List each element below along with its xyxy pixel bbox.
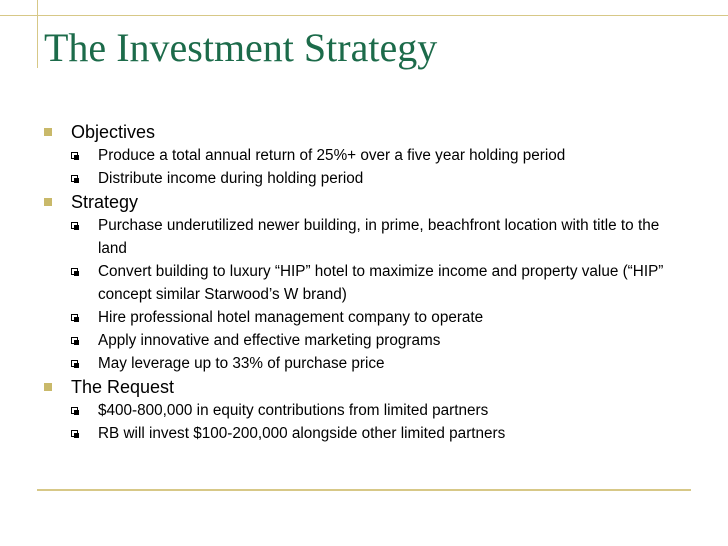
box-bullet-icon [71, 268, 78, 275]
box-bullet-icon [71, 222, 78, 229]
square-bullet-icon [44, 198, 52, 206]
box-bullet-icon [71, 407, 78, 414]
bullet-item [40, 144, 690, 167]
bullet-item [40, 399, 690, 422]
bullet-text: $400-800,000 in equity contributions from limited partners [98, 402, 489, 419]
bullet-item [40, 260, 690, 306]
bullet-text: RB will invest $100-200,000 alongside other limited partners [98, 425, 506, 442]
section-heading-text: Objectives [71, 122, 156, 142]
bullet-item [40, 329, 690, 352]
top-rule [0, 15, 728, 16]
bullet-item [40, 167, 690, 190]
box-bullet-icon [71, 314, 78, 321]
slide-title: The Investment Strategy [44, 25, 438, 70]
section-heading [40, 375, 690, 399]
bullet-text: Hire professional hotel management company to operate [98, 309, 484, 326]
bullet-text: Produce a total annual return of 25%+ over a five year holding period [98, 147, 566, 164]
box-bullet-icon [71, 152, 78, 159]
box-bullet-icon [71, 360, 78, 367]
bullet-text: Purchase underutilized newer building, in prime, beachfront location with title to the land [98, 217, 660, 257]
box-bullet-icon [71, 430, 78, 437]
left-rule [37, 0, 38, 68]
bullet-item [40, 352, 690, 375]
slide-content [40, 120, 690, 445]
section-heading-text: Strategy [71, 192, 139, 212]
bullet-text: Convert building to luxury “HIP” hotel to maximize income and property value (“HIP” concept similar Starwood’s W brand) [98, 263, 664, 303]
bullet-text: Distribute income during holding period [98, 170, 364, 187]
bullet-item [40, 214, 690, 260]
section-objectives [40, 120, 690, 190]
bullet-text: May leverage up to 33% of purchase price [98, 355, 385, 372]
section-heading [40, 120, 690, 144]
section-strategy [40, 190, 690, 375]
section-heading-text: The Request [71, 377, 175, 397]
bullet-item [40, 306, 690, 329]
section-request [40, 375, 690, 445]
section-heading [40, 190, 690, 214]
bullet-text: Apply innovative and effective marketing programs [98, 332, 441, 349]
square-bullet-icon [44, 383, 52, 391]
bottom-rule [37, 489, 691, 491]
bullet-item [40, 422, 690, 445]
box-bullet-icon [71, 175, 78, 182]
square-bullet-icon [44, 128, 52, 136]
box-bullet-icon [71, 337, 78, 344]
